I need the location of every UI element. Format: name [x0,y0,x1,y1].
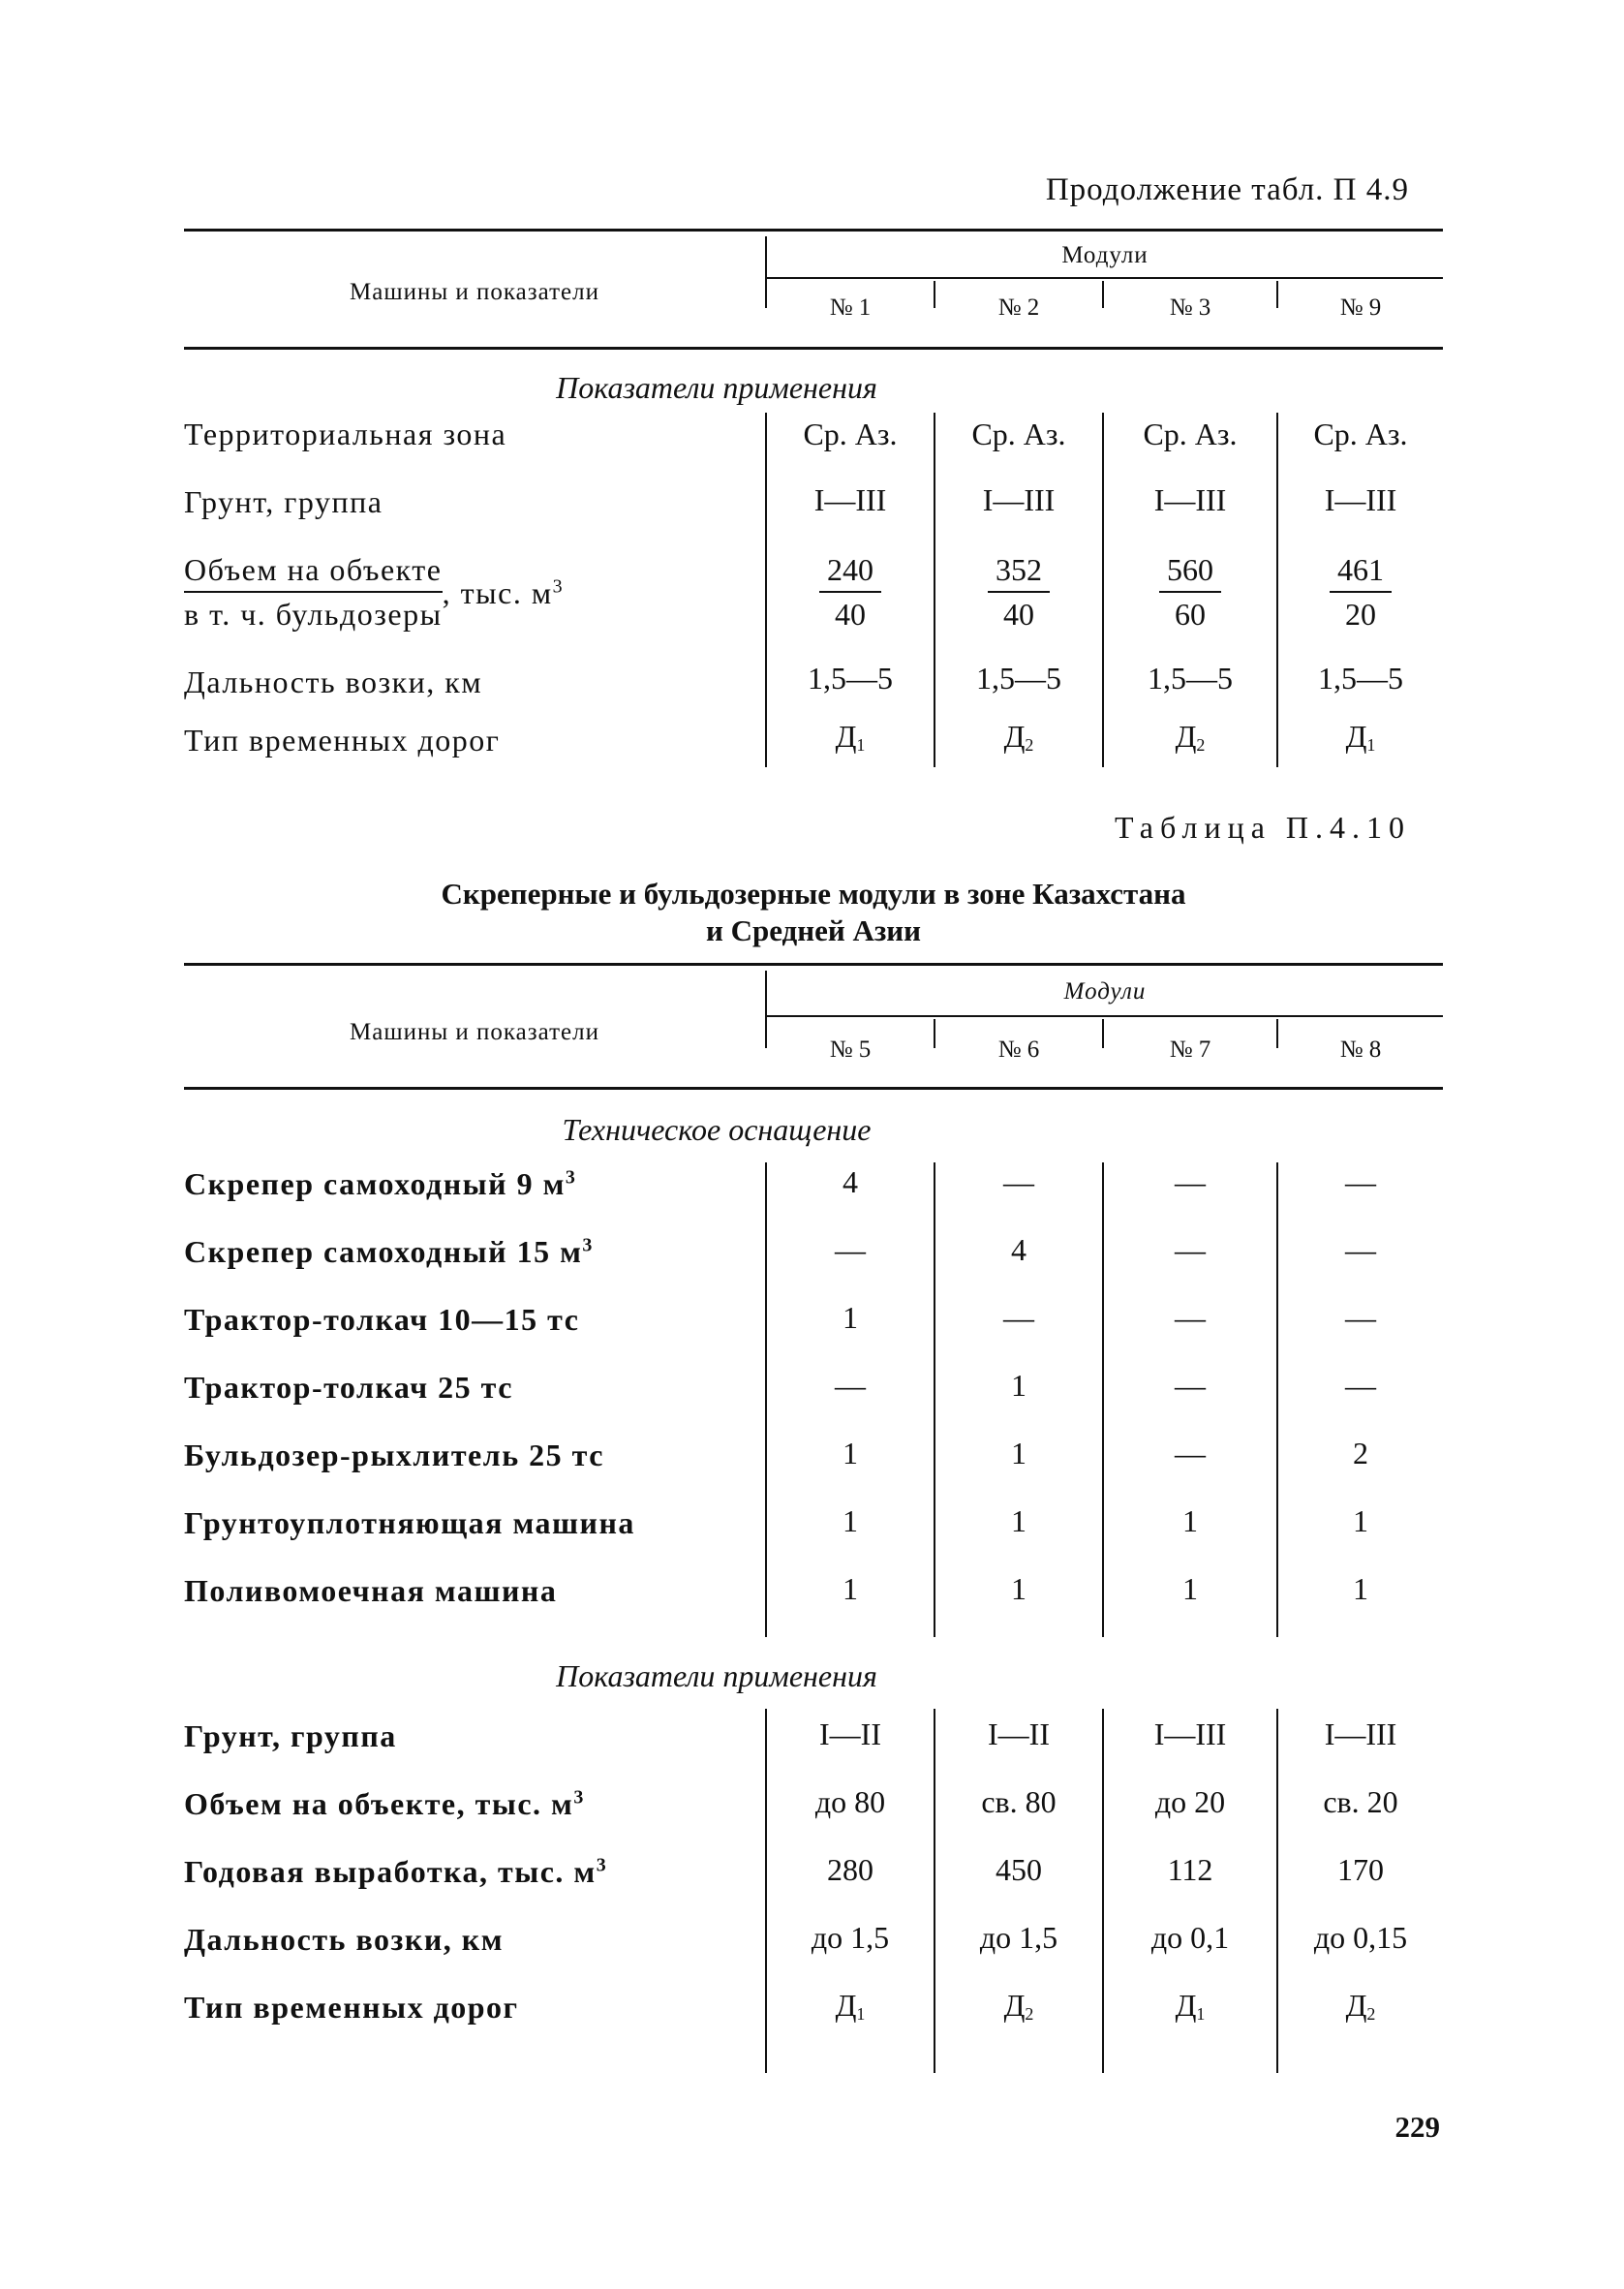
cell-value: — [1175,1368,1206,1403]
table-cell [1104,1503,1276,1539]
row-label-sup: 3 [582,1234,594,1256]
table-cell [1278,1988,1443,2025]
road-type-subscript: 2 [1366,2004,1376,2024]
volume-label-bottom: в т. ч. бульдозеры [184,591,443,635]
cell-value: — [1175,1164,1206,1199]
table-cell: 1,5—5 [976,661,1061,696]
row-label-volume [184,548,564,635]
table-cell: I—III [813,482,887,517]
row-label [184,1234,594,1270]
row-label-text: Поливомоечная машина [184,1573,558,1608]
cell-value: 1 [843,1571,858,1606]
cell-value: 170 [1337,1852,1384,1887]
table-cell-fraction [1278,548,1443,635]
modules-rule [767,277,1443,279]
cell-value: — [835,1368,866,1403]
table-cell [767,719,934,756]
row-label: Тип временных дорог [184,723,501,758]
row-label [184,1922,504,1958]
cell-value: I—II [988,1717,1050,1751]
cell-value: — [1175,1232,1206,1267]
road-type-subscript: 2 [1196,735,1206,755]
fraction-denominator: 20 [1330,591,1392,635]
cell-value: 1 [1011,1503,1026,1538]
cell-value: до 1,5 [811,1920,890,1955]
cell-value: Д [835,1988,857,2023]
cell-value: I—III [1324,1717,1397,1751]
row-label-sup: 3 [573,1786,585,1809]
row-label-text: Трактор-толкач 10—15 тс [184,1302,580,1337]
row-label [184,1854,607,1890]
row-label-text: Скрепер самоходный 15 м [184,1234,583,1269]
table-cell [935,1300,1102,1336]
table-cell: 1,5—5 [808,661,893,696]
cell-value: 450 [996,1852,1042,1887]
table-cell: Ср. Аз. [971,417,1066,451]
road-type-letter: Д [1175,719,1197,754]
row-label [184,1302,579,1338]
table-cell [1278,1232,1443,1268]
continuation-title: Продолжение табл. П 4.9 [1045,172,1409,207]
row-label-text: Бульдозер-рыхлитель 25 тс [184,1438,604,1472]
table-cell [935,1368,1102,1404]
table-cell [1104,1852,1276,1888]
cell-value: до 1,5 [979,1920,1058,1955]
row-label-text: Дальность возки, км [184,1922,504,1957]
row-label [184,1573,557,1609]
row-label-sup: 3 [565,1166,577,1189]
row-label-text: Тип временных дорог [184,1990,519,2025]
cell-value: 4 [1011,1232,1026,1267]
table-cell: 1,5—5 [1318,661,1403,696]
row-label [184,1166,576,1202]
row-label: Грунт, группа [184,484,383,519]
table-cell [767,1300,934,1336]
row-label-text: Годовая выработка, тыс. м [184,1854,597,1889]
table-cell [935,1784,1102,1820]
road-type-subscript: 1 [1366,735,1376,755]
cell-value: Д [1003,1988,1026,2023]
cell-value: 1 [843,1300,858,1335]
table-cell: 1,5—5 [1148,661,1233,696]
row-label: Дальность возки, км [184,665,483,699]
cell-value: до 80 [814,1784,886,1819]
cell-value: 1 [1011,1436,1026,1470]
row-label-text: Грунтоуплотняющая машина [184,1505,635,1540]
table-p4-9-continuation [184,223,1443,785]
column-header-no6: № 6 [997,1036,1040,1063]
table-cell [1104,1784,1276,1820]
fraction-numerator: 461 [1337,552,1384,587]
cell-value: — [1175,1436,1206,1470]
table-cell-fraction [767,548,934,635]
table-caption: Таблица П.4.10 [1115,810,1411,845]
road-type-subscript: 1 [1196,2004,1206,2024]
cell-value: 1 [1182,1503,1198,1538]
volume-unit: , тыс. м [442,575,553,610]
road-type-subscript: 2 [1025,2004,1034,2024]
table-cell [1278,1571,1443,1607]
table-cell [935,1436,1102,1471]
volume-unit-sup: 3 [552,575,565,598]
cell-value: — [1345,1368,1376,1403]
table-cell [1278,1300,1443,1336]
column-header-no1: № 1 [829,294,872,321]
table-cell [1278,1920,1443,1956]
table-cell [767,1920,934,1956]
cell-value: 1 [1011,1571,1026,1606]
fraction-denominator: 40 [819,591,881,635]
table-cell [1104,1300,1276,1336]
table-cell [935,1717,1102,1752]
cell-value: 1 [843,1503,858,1538]
table-p4-10 [184,959,1443,2073]
row-label-text: Грунт, группа [184,1718,397,1753]
table-cell [1104,1368,1276,1404]
cell-value: 1 [1353,1571,1368,1606]
cell-value: до 0,1 [1150,1920,1230,1955]
modules-rule [767,1015,1443,1017]
fraction-denominator: 60 [1159,591,1221,635]
row-label-text: Скрепер самоходный 9 м [184,1166,566,1201]
cell-value: 112 [1167,1852,1213,1887]
column-header-no7: № 7 [1169,1036,1211,1063]
row-label-text: Трактор-толкач 25 тс [184,1370,513,1405]
cell-value: 1 [1182,1571,1198,1606]
cell-value: св. 20 [1323,1784,1398,1819]
road-type-subscript: 2 [1025,735,1034,755]
table-cell [935,1852,1102,1888]
header-bottom-rule [184,347,1443,350]
column-header-no8: № 8 [1339,1036,1382,1063]
cell-value: — [1345,1164,1376,1199]
table-cell: I—III [1153,482,1227,517]
table-cell [1104,1164,1276,1200]
cell-value: — [835,1232,866,1267]
table-cell [767,1232,934,1268]
cell-value: — [1003,1164,1034,1199]
row-label: Территориальная зона [184,417,507,451]
table-cell [935,1920,1102,1956]
road-type-letter: Д [1003,719,1026,754]
table-cell [1104,1988,1276,2025]
road-type-subscript: 1 [856,2004,866,2024]
table-cell [1278,1436,1443,1471]
table-title-line-2: и Средней Азии [705,913,922,947]
cell-value: — [1345,1232,1376,1267]
table-cell [767,1503,934,1539]
table-cell [935,1232,1102,1268]
cell-value: до 20 [1154,1784,1226,1819]
table-cell: I—III [1324,482,1397,517]
table-cell-fraction [935,548,1102,635]
table-cell [935,1571,1102,1607]
cell-value: 1 [843,1436,858,1470]
table-cell: Ср. Аз. [1143,417,1238,451]
table-cell [935,719,1102,756]
column-header-no2: № 2 [997,294,1040,321]
header-modules-label: Модули [1061,242,1149,268]
row-label [184,1990,519,2026]
table-cell [767,1164,934,1200]
table-cell [1278,1717,1443,1752]
cell-value: I—III [1153,1717,1227,1751]
table-cell [767,1368,934,1404]
row-label [184,1786,585,1822]
cell-value: I—II [819,1717,881,1751]
cell-value: 1 [1353,1503,1368,1538]
cell-value: 280 [827,1852,873,1887]
table-cell [1278,1164,1443,1200]
fraction-numerator: 560 [1167,552,1213,587]
row-label-sup: 3 [596,1854,608,1876]
cell-value: 1 [1011,1368,1026,1403]
row-label [184,1370,513,1406]
top-rule [184,963,1443,966]
header-modules-label: Модули [1063,978,1147,1005]
table-cell: I—III [982,482,1056,517]
column-header-no5: № 5 [829,1036,872,1063]
row-label-text: Объем на объекте, тыс. м [184,1786,574,1821]
table-cell [1104,1920,1276,1956]
table-cell [767,1571,934,1607]
section-title-usage: Показатели применения [556,1658,877,1693]
column-header-no3: № 3 [1169,294,1211,321]
table-cell [1278,1503,1443,1539]
top-rule [184,229,1443,232]
road-type-letter: Д [835,719,857,754]
section-title-equipment: Техническое оснащение [562,1112,872,1147]
cell-value: 4 [843,1164,858,1199]
cell-value: св. 80 [981,1784,1057,1819]
table-cell [1104,1717,1276,1752]
table-cell [935,1988,1102,2025]
table-cell [1104,1232,1276,1268]
road-type-letter: Д [1345,719,1367,754]
table-cell [767,1988,934,2025]
table-cell [1104,719,1276,756]
table-cell-fraction [1104,548,1276,635]
table-cell [935,1164,1102,1200]
cell-value: Д [1345,1988,1367,2023]
header-bottom-rule [184,1087,1443,1090]
cell-value: Д [1175,1988,1197,2023]
table-cell [1278,1852,1443,1888]
fraction-numerator: 240 [827,552,873,587]
table-cell [1278,719,1443,756]
section-title-usage: Показатели применения [556,370,877,405]
table-cell: Ср. Аз. [1313,417,1408,451]
table-title [194,876,1433,949]
cell-value: 2 [1353,1436,1368,1470]
table-cell: Ср. Аз. [803,417,898,451]
row-label [184,1438,604,1473]
table-cell [1104,1571,1276,1607]
cell-value: — [1345,1300,1376,1335]
row-label [184,1505,635,1541]
cell-value: — [1175,1300,1206,1335]
header-machines-label: Машины и показатели [350,1019,599,1045]
table-cell [1278,1368,1443,1404]
fraction-denominator: 40 [988,591,1050,635]
table-cell [1278,1784,1443,1820]
cell-value: — [1003,1300,1034,1335]
cell-value: до 0,15 [1313,1920,1408,1955]
volume-label-top: Объем на объекте [184,552,443,587]
road-type-subscript: 1 [856,735,866,755]
header-machines-label: Машины и показатели [350,279,599,305]
column-header-no9: № 9 [1339,294,1382,321]
table-title-line-1: Скреперные и бульдозерные модули в зоне Казахстана [441,877,1186,911]
table-cell [767,1436,934,1471]
fraction-numerator: 352 [996,552,1042,587]
row-label [184,1718,397,1754]
page-number: 229 [1394,2110,1440,2144]
table-cell [935,1503,1102,1539]
table-cell [767,1717,934,1752]
table-cell [1104,1436,1276,1471]
table-cell [767,1784,934,1820]
table-cell [767,1852,934,1888]
